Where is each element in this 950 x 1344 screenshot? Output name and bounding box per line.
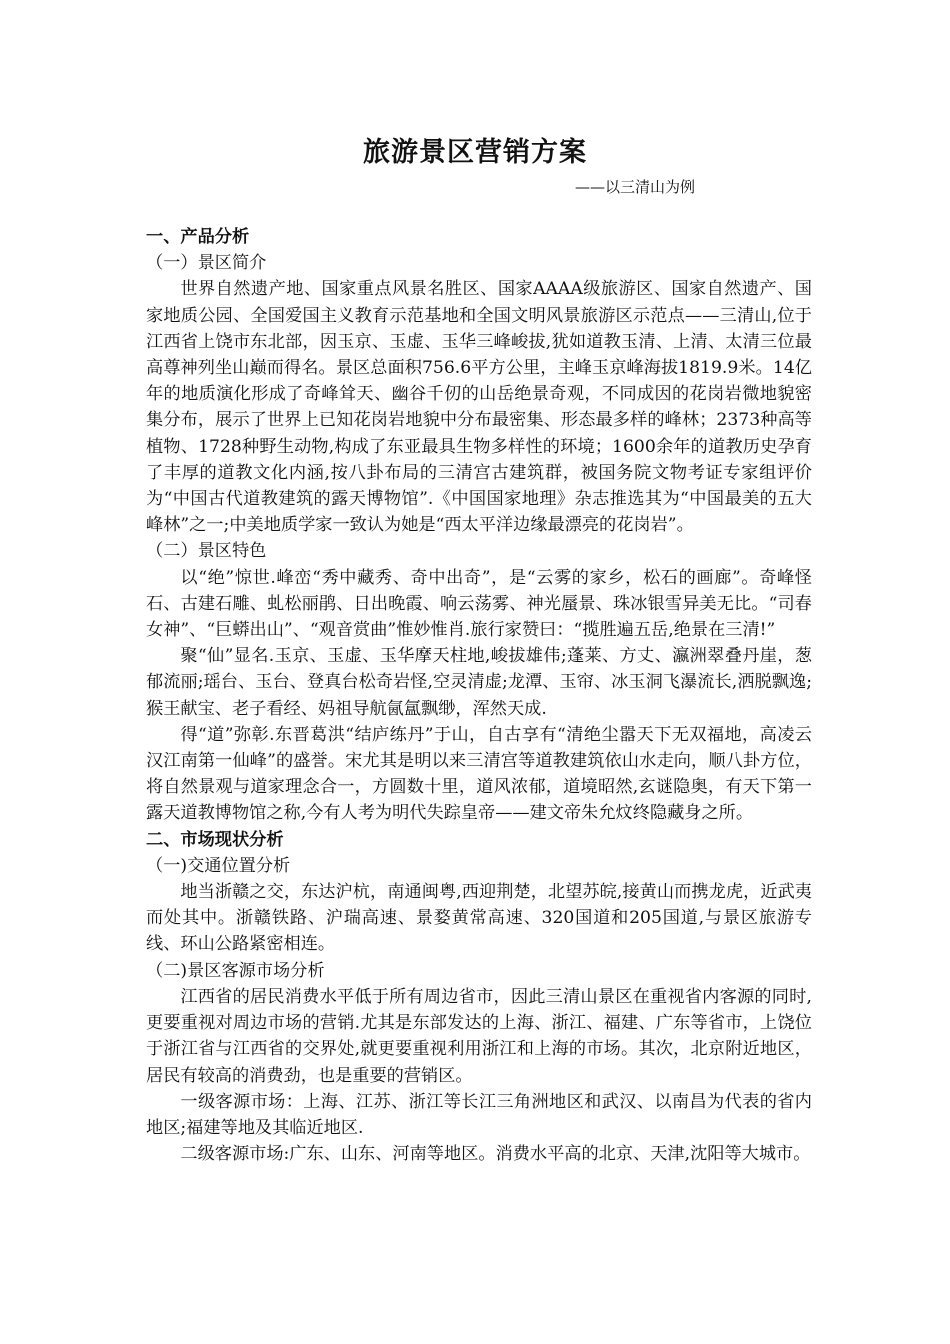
paragraph: 地当浙赣之交，东达沪杭，南通闽粤,西迎荆楚，北望苏皖,接黄山而携龙虎，近武夷而处其中。浙赣铁路、沪瑞高速、景婺黄常高速、320国道和205国道,与景区旅游专线、环山公路紧密相连。 (146, 882, 812, 955)
paragraph: 世界自然遗产地、国家重点风景名胜区、国家AAAA级旅游区、国家自然遗产、国家地质公园、全国爱国主义教育示范基地和全国文明风景旅游区示范点——三清山,位于江西省上饶市东北部，因玉京、玉虚、玉华三峰峻拔,犹如道教玉清、上清、太清三位最高尊神列坐山巅而得名。景区总面积756.6平方公里，主峰玉京峰海拔1819.9米。14亿年的地质演化形成了奇峰耸天、幽谷千仞的山岳绝景奇观，不同成因的花岗岩微地貌密集分布，展示了世界上已知花岗岩地貌中分布最密集、形态最多样的峰林；2373种高等植物、1728种野生动物,构成了东亚最具生物多样性的环境；1600余年的道教历史孕育了丰厚的道教文化内涵,按八卦布局的三清宫古建筑群，被国务院文物考证专家组评价为“中国古代道教建筑的露天博物馆”.《中国国家地理》杂志推选其为“中国最美的五大峰林”之一;中美地质学家一致认为她是“西太平洋边缘最漂亮的花岗岩”。 (146, 279, 812, 536)
section-heading: 一、产品分析 (146, 227, 250, 247)
subsection-heading: （二)景区客源市场分析 (146, 960, 325, 981)
paragraph: 江西省的居民消费水平低于所有周边省市，因此三清山景区在重视省内客源的同时,更要重视对周边市场的营销.尤其是东部发达的上海、浙江、福建、广东等省市，上饶位于浙江省与江西省的交界处,就更要重视利用浙江和上海的市场。其次，北京附近地区，居民有较高的消费劲，也是重要的营销区。 (146, 986, 812, 1086)
paragraph: 二级客源市场:广东、山东、河南等地区。消费水平高的北京、天津,沈阳等大城市。 (180, 1144, 811, 1165)
paragraph: 聚“仙”显名.玉京、玉虚、玉华摩天柱地,峻拔雄伟;蓬莱、方丈、瀛洲翠叠丹崖，葱郁流丽;瑶台、玉台、登真台松奇岩怪,空灵清虚;龙潭、玉帘、冰玉洞飞瀑流长,洒脱飘逸;猴王献宝、老子看经、妈祖导航氤氲飘缈，浑然天成. (146, 646, 812, 719)
paragraph: 一级客源市场：上海、江苏、浙江等长江三角洲地区和武汉、以南昌为代表的省内地区;福建等地及其临近地区. (146, 1091, 812, 1138)
document-subtitle: ——以三清山为例 (575, 178, 696, 196)
document-body (146, 224, 812, 1167)
document-title: 旅游景区营销方案 (363, 137, 587, 168)
subsection-heading: （一）景区简介 (146, 253, 267, 274)
paragraph: 得“道”弥彰.东晋葛洪“结庐练丹”于山，自古享有“清绝尘嚣天下无双福地，高凌云汉江南第一仙峰”的盛誉。宋尤其是明以来三清宫等道教建筑依山水走向，顺八卦方位，将自然景观与道家理念合一，方圆数十里，道风浓郁，道境昭然,玄谜隐奥，有天下第一露天道教博物馆之称,今有人考为明代失踪皇帝——建文帝朱允炆终隐藏身之所。 (146, 724, 812, 824)
paragraph: 以“绝”惊世.峰峦“秀中藏秀、奇中出奇”，是“云雾的家乡，松石的画廊”。奇峰怪石、古建石雕、虬松丽鹃、日出晚霞、响云荡雾、神光蜃景、珠冰银雪异美无比。“司春女神”、“巨蟒出山”、“观音赏曲”惟妙惟肖.旅行家赞曰：“揽胜遍五岳,绝景在三清!” (146, 567, 812, 641)
subsection-heading: （二）景区特色 (146, 541, 267, 562)
section-heading: 二、市场现状分析 (146, 829, 284, 850)
subsection-heading: （一)交通位置分析 (146, 855, 291, 876)
